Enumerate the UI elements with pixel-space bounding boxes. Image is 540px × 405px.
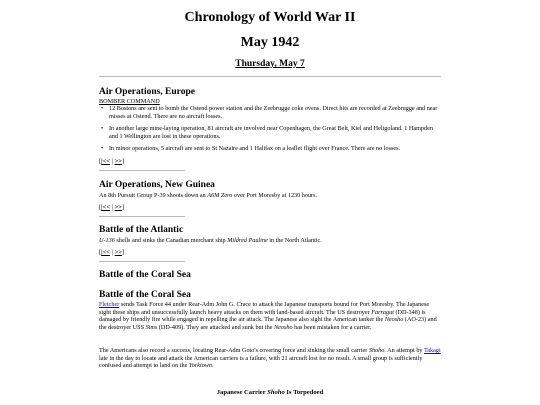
text-emphasis: Neosho: [274, 323, 293, 331]
divider: [99, 76, 441, 77]
bullet-icon: •: [101, 125, 104, 132]
date-heading: Thursday, May 7: [235, 59, 305, 69]
text-emphasis: Mildred Pauline: [227, 237, 268, 244]
next-link[interactable]: >>: [114, 158, 122, 165]
section-text: [99, 192, 441, 200]
section-title-europe: Air Operations, Europe: [99, 87, 195, 97]
text-span: Japanese Carrier: [216, 389, 268, 396]
text-span: .: [212, 362, 214, 370]
text-emphasis: U-136: [99, 237, 115, 244]
text-emphasis: Shoho: [267, 389, 285, 396]
nav-bar: [|<< | >>]: [99, 249, 125, 256]
text-emphasis: Sims: [145, 323, 158, 331]
nav-bar: [|<< | >>]: [99, 204, 125, 211]
first-link[interactable]: |<<: [101, 204, 111, 211]
section-title-coral-sea: Battle of the Coral Sea: [99, 270, 191, 280]
next-link[interactable]: >>: [114, 204, 122, 211]
text-emphasis: Farragut: [371, 308, 394, 316]
text-span: (DD-348) is damaged by friendly fire while engaged in repelling the air attack. The Japanese also sight the American tanker the: [99, 308, 426, 324]
subsection-title-coral-sea: Battle of the Coral Sea: [99, 290, 191, 300]
nav-separator: |: [111, 204, 113, 211]
text-span: An 8th Pursuit Group P-39 shoots down an: [99, 192, 208, 199]
month-heading: May 1942: [240, 35, 300, 50]
page-title: Chronology of World War II: [184, 10, 356, 25]
text-span: shells and sinks the Canadian merchant ship: [114, 237, 228, 244]
first-link[interactable]: |<<: [101, 158, 111, 165]
divider: [99, 261, 185, 262]
bullet-icon: •: [101, 145, 104, 152]
coral-paragraph-2: [99, 347, 441, 370]
text-span: (AO-23) and the destroyer USS: [99, 316, 437, 331]
fletcher-link[interactable]: Fletcher: [99, 301, 120, 308]
section-title-new-guinea: Air Operations, New Guinea: [99, 180, 215, 190]
list-item: [99, 145, 441, 153]
text-span: late in the day to locate and attack the American carriers is a failure, with 21 aircraft lost for no result. A small group is sufficiently confused and attempt to land on the: [99, 354, 423, 370]
next-link[interactable]: >>: [114, 249, 122, 256]
text-emphasis: Neosho: [384, 316, 404, 324]
bomber-command-link[interactable]: BOMBER COMMAND: [99, 98, 160, 105]
text-span: (DD-409). They are attacked and sunk but the: [157, 323, 275, 331]
list-item: [99, 125, 441, 140]
text-span: has been mistaken for a carrier.: [292, 323, 372, 331]
text-span: sends Task Force 44 under Rear-Adm John G. Crace to attack the Japanese transports bound for Port Moresby. The Japanese sight these ships and unsuccessfully launch heavy attacks on them with land-based aircraft. The US destroyer: [99, 301, 430, 316]
divider: [99, 216, 185, 217]
nav-separator: |: [111, 249, 113, 256]
text-emphasis: Shoho: [368, 347, 385, 354]
coral-paragraph-1: [99, 301, 441, 331]
nav-bar: [|<< | >>]: [99, 158, 125, 165]
text-span: Is Torpedoed: [284, 389, 324, 396]
divider: [99, 170, 185, 171]
section-title-atlantic: Battle of the Atlantic: [99, 225, 184, 235]
footer-heading: [0, 389, 540, 396]
bullet-icon: •: [101, 105, 104, 112]
list-item-text: In minor operations, 5 aircraft are sent to St Nazaire and 1 Halifax on a leaflet flight over France. There are no losses.: [109, 145, 401, 152]
list-item-text: In another large mine-laying operation, 81 aircraft are involved near Copenhagen, the Great Belt, Kiel and Heligoland. 1 Hampden and 1 Wellington are lost in these operations.: [109, 125, 433, 140]
section-text: [99, 237, 441, 245]
list-item: [99, 105, 441, 120]
text-emphasis: A6M Zero: [207, 192, 233, 199]
list-item-text: 12 Bostons are sent to bomb the Ostend power station and the Zeebrugge coke ovens. Direct hits are recorded at Zeebrugge and near misses at Ostend. There are no aircraft losses.: [109, 105, 438, 120]
text-span: . An attempt by: [384, 347, 424, 354]
text-span: over Port Moresby at 1230 hours.: [232, 192, 318, 199]
takagi-link[interactable]: Takagi: [423, 347, 441, 354]
text-emphasis: Yorktown: [188, 362, 213, 370]
first-link[interactable]: |<<: [101, 249, 111, 256]
nav-separator: |: [111, 158, 113, 165]
text-span: The Americans also record a success, locating Rear-Adm Goto's covering force and sinking the small carrier: [99, 347, 369, 354]
text-span: in the North Atlantic.: [267, 237, 322, 244]
